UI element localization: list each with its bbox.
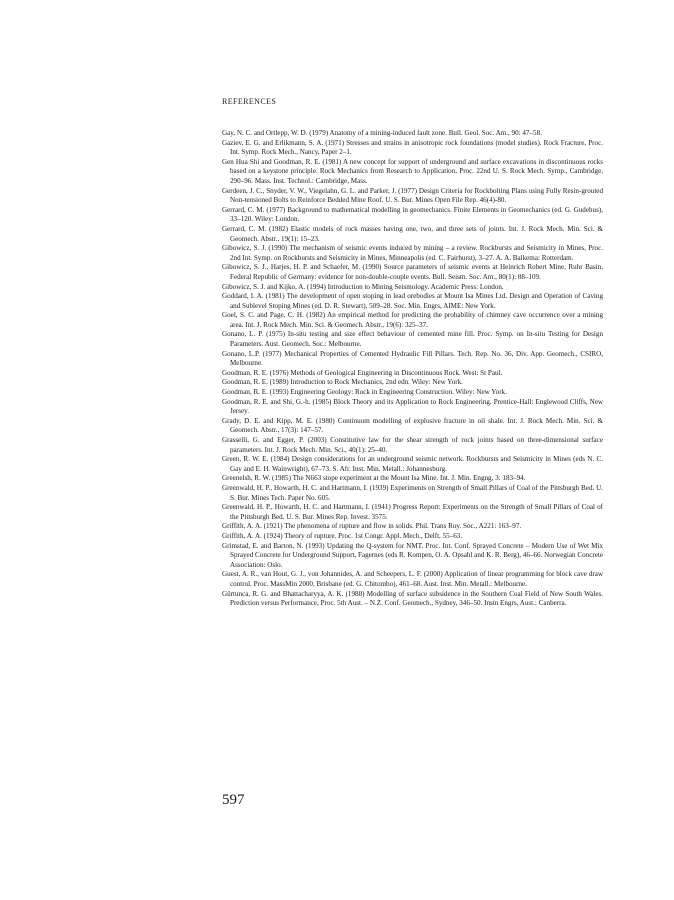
- reference-entry: Green, R. W. E. (1984) Design considerations for an underground seismic network. Rockbursts and Seismicity in Mines (eds N. C. Gay and E. H. Wainwright), 67–73. S. Afr. Inst. Min. Metall.: Johannesburg.: [222, 455, 603, 473]
- reference-entry: Gonano, L.P. (1977) Mechanical Properties of Cemented Hydraulic Fill Pillars. Tech. Rep. No. 36, Div. App. Geomech., CSIRO, Melbourne.: [222, 349, 603, 368]
- reference-entry: Gonano, L. P. (1975) In-situ testing and size effect behaviour of cemented mine fill. Proc. Symp. on In-situ Testing for Design Parameters. Aust. Geomech. Soc.: Melbourne.: [222, 330, 603, 349]
- reference-entry: Goodman, R. E. (1976) Methods of Geological Engineering in Discontinuous Rock. West: St Paul.: [222, 368, 503, 377]
- reference-entry: Gerrard, C. M. (1982) Elastic models of rock masses having one, two, and three sets of joints. Int. J. Rock Mech. Min. Sci. & Geomech. Abstr., 19(1): 15–23.: [222, 224, 603, 243]
- reference-entry: Griffith, A. A. (1921) The phenomena of rupture and flow in solids. Phil. Trans Roy. Soc., A221: 163–97.: [222, 522, 522, 531]
- reference-entry: Guest, A. R., van Hout, G. J., von Johannides, A. and Scheepers, L. F. (2000) Application of linear programming for block cave draw control. Proc. MassMin 2000, Brisbane (ed. G. Chitombo), 461–68. Aust. Inst. Min. Metall.: Melbourne.: [222, 570, 603, 588]
- reference-entry: Gay, N. C. and Ortlepp, W. D. (1979) Anatomy of a mining-induced fault zone. Bull. Geol. Soc. Am., 90: 47–58.: [222, 129, 542, 137]
- reference-entry: Goodman, R. E. and Shi, G.-h. (1985) Block Theory and its Application to Rock Engineering. Prentice-Hall: Englewood Cliffs, New Jersey.: [222, 397, 603, 416]
- reference-entry: Gerdeen, J. C., Snyder, V. W., Viegelahn, G. L. and Parker, J. (1977) Design Criteria for Rockbolting Plans using Fully Resin-grouted Non-tensioned Bolts to Reinforce Bedded Mine Roof. U. S. Bur. Mines Open File Rep. 46(4)-80.: [222, 186, 603, 205]
- reference-entry: Gerrard, C. M. (1977) Background to mathematical modelling in geomechanics. Finite Elements in Geomechanics (ed. G. Gudehus), 33–120. Wiley: London.: [222, 205, 603, 224]
- reference-list: [222, 129, 603, 609]
- reference-entry: Greenwald, H. P., Howarth, H. C. and Hartmann, I. (1941) Progress Report: Experiments on the Strength of Small Pillars of Coal of the Pittsburgh Bed. U. S. Bur. Mines Rep. Invest. 3575.: [222, 503, 603, 521]
- reference-entry: Gen Hua Shi and Goodman, R. E. (1981) A new concept for support of underground and surface excavations in discontinuous rocks based on a keystone principle. Rock Mechanics from Research to Application, Proc. 22nd U. S. Rock Mech. Symp., Cambridge, 290–96. Mass. Inst. Technol.: Cambridge, Mass.: [222, 157, 603, 185]
- reference-entry: Grady, D. E. and Kipp, M. E. (1980) Continuum modelling of explosive fracture in oil shale. Int. J. Rock Mech. Min. Sci. & Geomech. Abstr., 17(3): 147–57.: [222, 416, 603, 435]
- reference-entry: Gürtunca, R. G. and Bhattacharyya, A. K. (1988) Modelling of surface subsidence in the Southern Coal Field of New South Wales. Prediction versus Performance, Proc. 5th Aust. – N.Z. Conf. Geomech., Sydney, 346–50. Instn Engrs, Aust.: Canberra.: [222, 589, 603, 608]
- reference-entry: Goel, S. C. and Page, C. H. (1982) An empirical method for predicting the probability of chimney cave occurrence over a mining area. Int. J. Rock Mech. Min. Sci. & Geomech. Abstr., 19(6): 325–37.: [222, 311, 603, 329]
- reference-entry: Grasselli, G. and Egger, P. (2003) Constitutive law for the shear strength of rock joints based on three-dimensional surface parameters. Int. J. Rock Mech. Min. Sci., 40(1): 25–40.: [222, 436, 603, 454]
- reference-entry: Greenwald, H. P., Howarth, H. C. and Hartmann, I. (1939) Experiments on Strength of Small Pillars of Coal of the Pittsburgh Bed. U. S. Bur. Mines Tech. Paper No. 605.: [222, 483, 603, 502]
- reference-entry: Goodman, R. E. (1989) Introduction to Rock Mechanics, 2nd edn. Wiley: New York.: [222, 378, 463, 387]
- page-number: 597: [222, 792, 245, 808]
- reference-entry: Griffith, A. A. (1924) Theory of rupture. Proc. 1st Congr. Appl. Mech., Delft, 55–63.: [222, 531, 463, 540]
- reference-entry: Gibowicz, S. J. and Kijko, A. (1994) Introduction to Mining Seismology. Academic Press: London.: [222, 282, 504, 291]
- reference-entry: Gaziev, E. G. and Erlikmann, S. A. (1971) Stresses and strains in anisotropic rock foundations (model studies). Rock Fracture, Proc. Int. Symp. Rock Mech., Nancy, Paper 2–1.: [222, 138, 603, 157]
- reference-entry: Greenelsh, R. W. (1985) The N663 stope experiment at the Mount Isa Mine. Int. J. Min. Engng, 3: 183–94.: [222, 474, 526, 483]
- reference-entry: Grimstad, E. and Barton, N. (1993) Updating the Q-system for NMT. Proc. Int. Conf. Sprayed Concrete – Modern Use of Wet Mix Sprayed Concrete for Underground Support, Fagernes (eds R. Kompen, O. A. Opsahl and K. R. Berg), 46–66. Norwegian Concrete Association: Oslo.: [222, 541, 603, 569]
- reference-entry: Goddard, I. A. (1981) The development of open stoping in lead orebodies at Mount Isa Mines Ltd. Design and Operation of Caving and Sublevel Stoping Mines (ed. D. R. Stewart), 509–28. Soc. Min. Engrs, AIME: New York.: [222, 292, 603, 310]
- running-header: REFERENCES: [222, 97, 277, 106]
- reference-entry: Gibowicz, S. J. (1990) The mechanism of seismic events induced by mining – a review. Rockbursts and Seismicity in Mines, Proc. 2nd Int. Symp. on Rockbursts and Seismicity in Mines, Minneapolis (ed. C. Fairhurst), 3–27. A. A. Balkema: Rotterdam.: [222, 244, 603, 262]
- reference-entry: Gibowicz, S. J., Harjes, H. P. and Schaefer, M. (1990) Source parameters of seismic events at Heinrich Robert Mine, Ruhr Basin, Federal Republic of Germany: evidence for non-double-couple events. Bull. Seism. Soc. Am., 80(1): 88–109.: [222, 263, 603, 281]
- reference-entry: Goodman, R. E. (1993) Engineering Geology: Rock in Engineering Construction. Wiley: New York.: [222, 388, 507, 397]
